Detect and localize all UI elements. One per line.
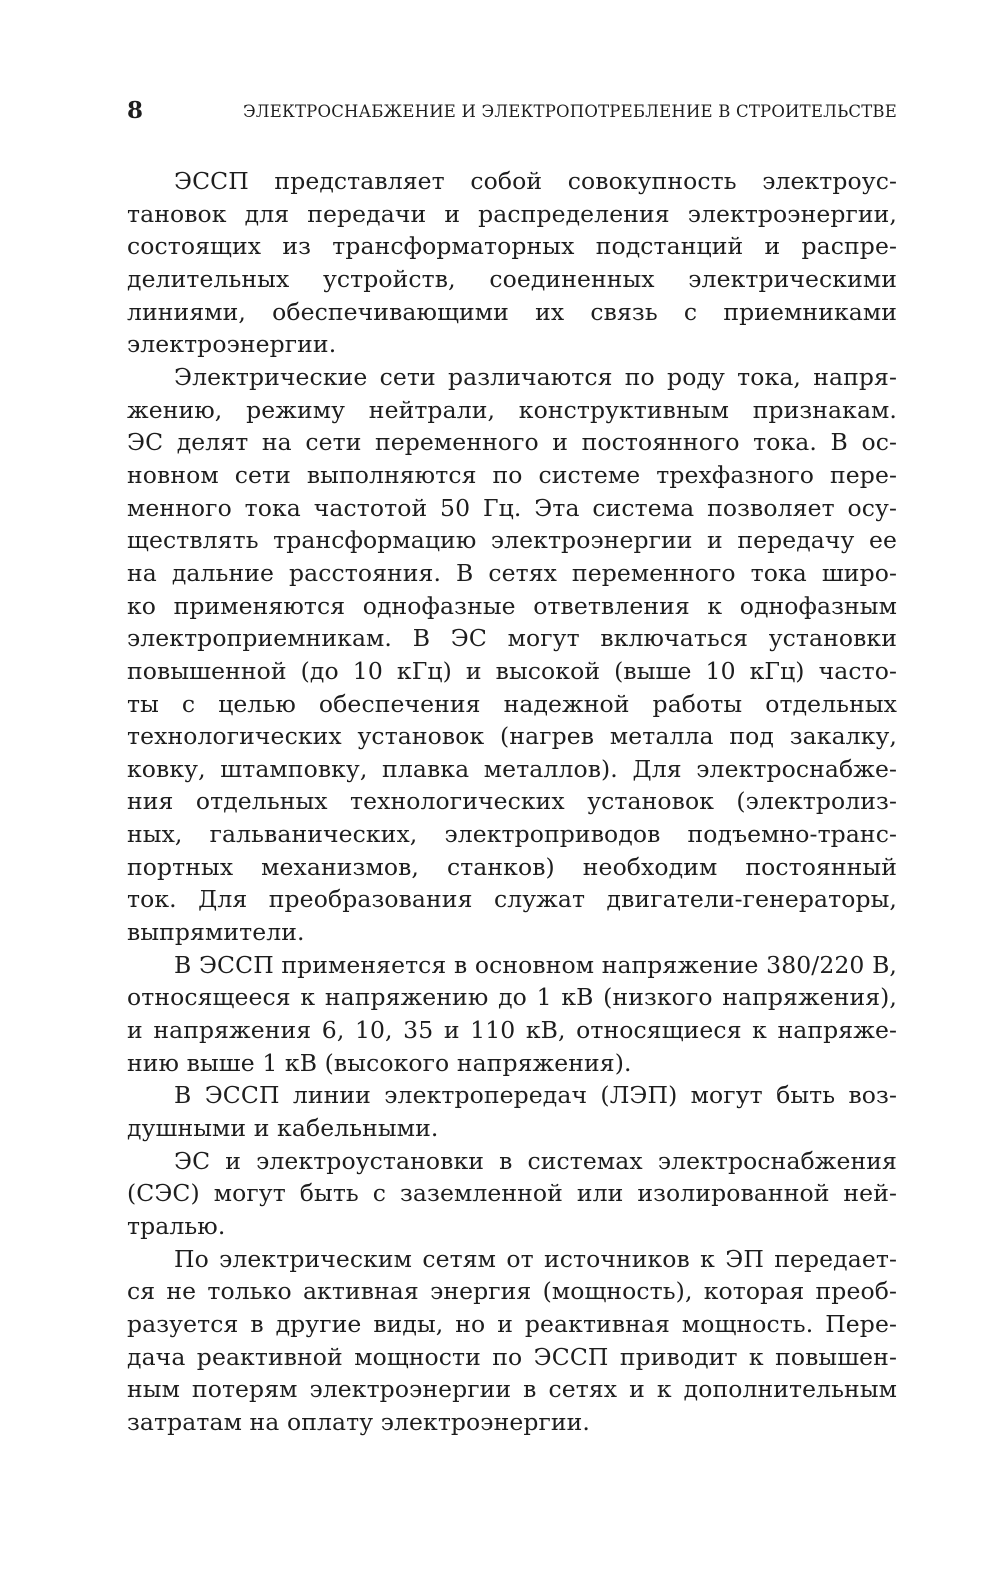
text-line: По электрическим сетям от источников к ЭП передает- <box>174 1244 897 1273</box>
text-line: делительных устройств, соединенных электрическими <box>127 264 897 293</box>
paragraph <box>127 361 897 949</box>
text-line: затратам на оплату электроэнергии. <box>127 1407 590 1436</box>
text-line: технологических установок (нагрев металла под закалку, <box>127 722 897 751</box>
text-line: ЭС делят на сети переменного и постоянного тока. В ос- <box>127 428 897 457</box>
text-line: новном сети выполняются по системе трехфазного пере- <box>127 460 897 489</box>
text-line: (СЭС) могут быть с заземленной или изолированной ней- <box>127 1179 897 1208</box>
text-line: разуется в другие виды, но и реактивная мощность. Пере- <box>127 1309 897 1338</box>
paragraph <box>127 1145 897 1243</box>
text-line: ся не только активная энергия (мощность), которая преоб- <box>127 1277 897 1306</box>
text-line: ЭС и электроустановки в системах электроснабжения <box>174 1146 897 1175</box>
text-line: ния отдельных технологических установок (электролиз- <box>127 787 897 816</box>
text-line: относящееся к напряжению до 1 кВ (низкого напряжения), <box>127 983 897 1012</box>
page-number: 8 <box>127 97 144 124</box>
text-line: и напряжения 6, 10, 35 и 110 кВ, относящиеся к напряже- <box>127 1016 897 1045</box>
text-line: ным потерям электроэнергии в сетях и к дополнительным <box>127 1375 897 1404</box>
text-line: душными и кабельными. <box>127 1114 439 1143</box>
paragraph <box>127 949 897 1080</box>
text-line: жению, режиму нейтрали, конструктивным признакам. <box>127 395 897 424</box>
text-line: электроприемникам. В ЭС могут включаться установки <box>127 624 897 653</box>
text-line: ты с целью обеспечения надежной работы отдельных <box>127 689 897 718</box>
text-line: дача реактивной мощности по ЭССП приводит к повышен- <box>127 1342 897 1371</box>
text-line: В ЭССП применяется в основном напряжение 380/220 В, <box>174 950 897 979</box>
text-line: портных механизмов, станков) необходим постоянный <box>127 852 897 881</box>
paragraph <box>127 165 897 361</box>
text-line: ковку, штамповку, плавка металлов). Для электроснабже- <box>127 754 897 783</box>
running-head-title: ЭЛЕКТРОСНАБЖЕНИЕ И ЭЛЕКТРОПОТРЕБЛЕНИЕ В СТРОИТЕЛЬСТВЕ <box>242 102 897 121</box>
text-line: ных, гальванических, электроприводов подъемно-транс- <box>127 820 897 849</box>
text-line: повышенной (до 10 кГц) и высокой (выше 10 кГц) часто- <box>127 656 897 685</box>
text-line: менного тока частотой 50 Гц. Эта система позволяет осу- <box>127 493 897 522</box>
text-line: электроэнергии. <box>127 330 337 359</box>
text-line: ко применяются однофазные ответвления к однофазным <box>127 591 897 620</box>
text-line: на дальние расстояния. В сетях переменного тока широ- <box>127 558 897 587</box>
running-head <box>127 96 897 130</box>
text-line: тановок для передачи и распределения электроэнергии, <box>127 199 897 228</box>
text-line: ток. Для преобразования служат двигатели-генераторы, <box>127 885 897 914</box>
text-line: нию выше 1 кВ (высокого напряжения). <box>127 1048 632 1077</box>
text-line: состоящих из трансформаторных подстанций и распре- <box>127 232 897 261</box>
text-line: выпрямители. <box>127 918 305 947</box>
text-line: В ЭССП линии электропередач (ЛЭП) могут быть воз- <box>174 1081 897 1110</box>
text-line: ществлять трансформацию электроэнергии и передачу ее <box>127 526 897 555</box>
paragraph <box>127 1243 897 1439</box>
text-line: тралью. <box>127 1212 226 1240</box>
body-text <box>127 165 897 1439</box>
text-line: ЭССП представляет собой совокупность электроус- <box>174 167 897 195</box>
text-line: Электрические сети различаются по роду тока, напря- <box>174 362 897 391</box>
paragraph <box>127 1079 897 1144</box>
text-line: линиями, обеспечивающими их связь с приемниками <box>127 297 897 326</box>
